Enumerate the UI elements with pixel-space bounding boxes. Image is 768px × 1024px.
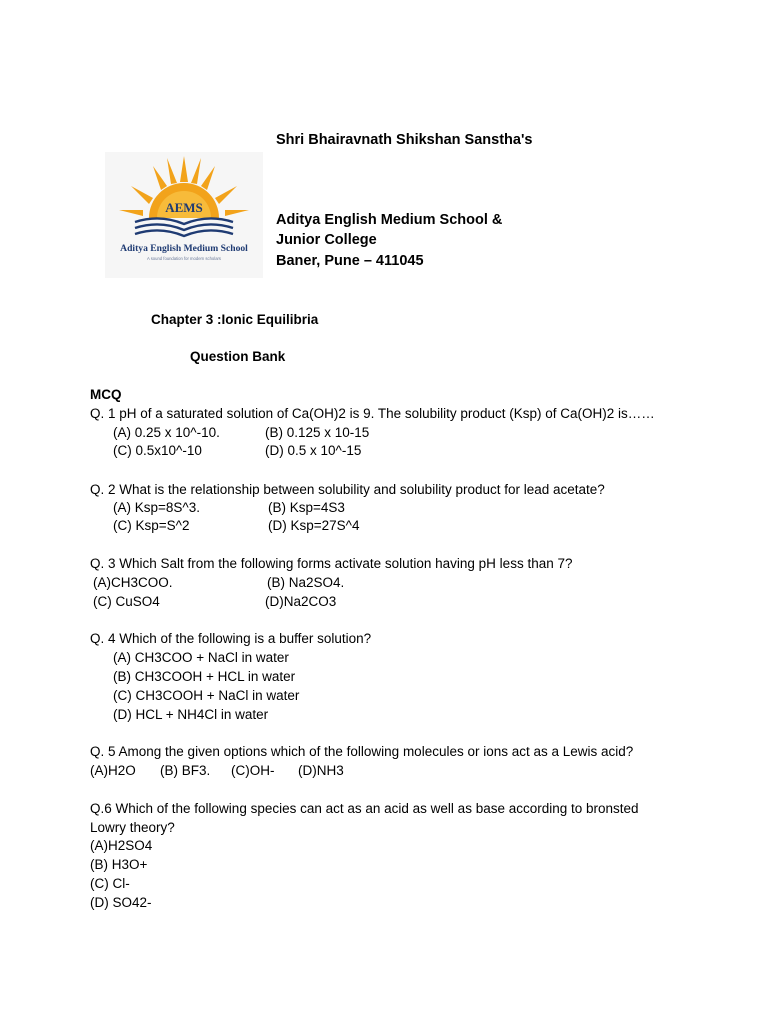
option-4a: (A) CH3COO + NaCl in water <box>113 650 289 665</box>
question-1: Q. 1 pH of a saturated solution of Ca(OH)2 is 9. The solubility product (Ksp) of Ca(OH)2 is…… <box>90 406 655 421</box>
option-3b: (B) Na2SO4. <box>267 575 345 590</box>
option-6d: (D) SO42- <box>90 895 152 910</box>
school-name-line1: Aditya English Medium School & <box>276 212 503 228</box>
option-2c: (C) Ksp=S^2 <box>113 518 190 533</box>
option-2d: (D) Ksp=27S^4 <box>268 518 360 533</box>
option-6c: (C) Cl- <box>90 876 130 891</box>
option-1d: (D) 0.5 x 10^-15 <box>265 443 362 458</box>
option-5d: (D)NH3 <box>298 763 344 778</box>
option-1b: (B) 0.125 x 10-15 <box>265 425 370 440</box>
option-4c: (C) CH3COOH + NaCl in water <box>113 688 300 703</box>
question-6: Q.6 Which of the following species can act as an acid as well as base according to bronsted <box>90 801 639 816</box>
option-4d: (D) HCL + NH4Cl in water <box>113 707 269 722</box>
question-2: Q. 2 What is the relationship between solubility and solubility product for lead acetate? <box>90 482 605 497</box>
option-2b: (B) Ksp=4S3 <box>268 500 345 515</box>
option-5b: (B) BF3. <box>160 763 211 778</box>
option-5c: (C)OH- <box>231 763 275 778</box>
option-5a: (A)H2O <box>90 763 136 778</box>
logo-mark: AEMS <box>165 200 203 215</box>
option-1a: (A) 0.25 x 10^-10. <box>113 425 220 440</box>
school-name-line2: Junior College <box>276 232 377 248</box>
question-3: Q. 3 Which Salt from the following forms activate solution having pH less than 7? <box>90 556 573 571</box>
school-address: Baner, Pune – 411045 <box>276 253 424 269</box>
option-1c: (C) 0.5x10^-10 <box>113 443 202 458</box>
chapter-title: Chapter 3 :Ionic Equilibria <box>151 312 319 327</box>
option-6a: (A)H2SO4 <box>90 838 153 853</box>
option-3d: (D)Na2CO3 <box>265 594 337 609</box>
option-3a: (A)CH3COO. <box>93 575 173 590</box>
trust-name: Shri Bhairavnath Shikshan Sanstha's <box>276 132 533 148</box>
school-logo <box>105 152 263 278</box>
logo-tagline: A sound foundation for modern scholars <box>146 256 222 261</box>
option-4b: (B) CH3COOH + HCL in water <box>113 669 296 684</box>
option-6b: (B) H3O+ <box>90 857 148 872</box>
logo-school-name: Aditya English Medium School <box>120 243 248 254</box>
question-4: Q. 4 Which of the following is a buffer solution? <box>90 631 372 646</box>
question-5: Q. 5 Among the given options which of the following molecules or ions act as a Lewis acid? <box>90 744 634 759</box>
document-subtitle: Question Bank <box>190 349 286 364</box>
option-3c: (C) CuSO4 <box>93 594 160 609</box>
option-2a: (A) Ksp=8S^3. <box>113 500 200 515</box>
section-heading: MCQ <box>90 387 122 402</box>
question-6-continued: Lowry theory? <box>90 820 175 835</box>
